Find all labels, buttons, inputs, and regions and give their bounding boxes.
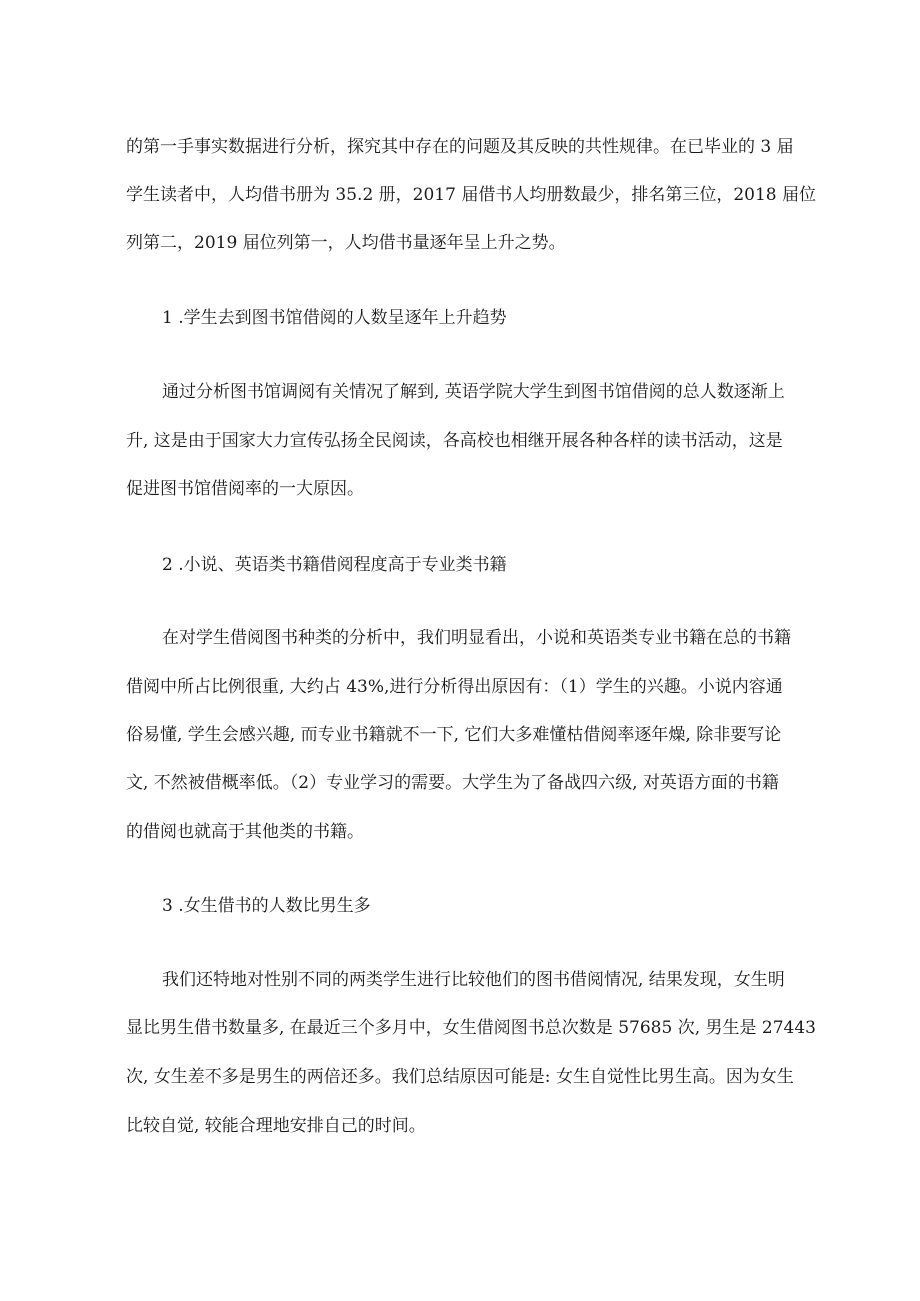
section-3-line-3: 次, 女生差不多是男生的两倍还多。我们总结原因可能是: 女生自觉性比男生高。因为女生 (126, 1067, 794, 1087)
intro-line-1: 的第一手事实数据进行分析，探究其中存在的问题及其反映的共性规律。在已毕业的 3 届 (126, 137, 794, 157)
section-3-line-4: 比较自觉, 较能合理地安排自己的时间。 (126, 1116, 426, 1136)
section-2-line-3: 俗易懂, 学生会感兴趣, 而专业书籍就不一下, 它们大多难懂枯借阅率逐年燥, 除非要写论 (126, 725, 782, 745)
intro-line-3: 列第二，2019 届位列第一，人均借书量逐年呈上升之势。 (126, 233, 566, 253)
section-1-heading: 1 .学生去到图书馆借阅的人数呈逐年上升趋势 (162, 308, 507, 328)
section-1-line-2: 升, 这是由于国家大力宣传弘扬全民阅读，各高校也相继开展各种各样的读书活动，这是 (126, 431, 783, 451)
intro-line-2: 学生读者中，人均借书册为 35.2 册，2017 届借书人均册数最少，排名第三位，2018 届位 (126, 185, 816, 205)
section-2-line-2: 借阅中所占比例很重, 大约占 43%,进行分析得出原因有：（1）学生的兴趣。小说内容通 (126, 677, 783, 697)
section-3-heading: 3 .女生借书的人数比男生多 (162, 896, 371, 916)
section-3-line-1: 我们还特地对性别不同的两类学生进行比较他们的图书借阅情况, 结果发现，女生明 (162, 970, 785, 990)
section-1-line-3: 促进图书馆借阅率的一大原因。 (126, 479, 364, 499)
section-3-line-2: 显比男生借书数量多, 在最近三个多月中，女生借阅图书总次数是 57685 次, 男生是 27443 (126, 1018, 816, 1038)
section-1-line-1: 通过分析图书馆调阅有关情况了解到, 英语学院大学生到图书馆借阅的总人数逐渐上 (162, 382, 785, 402)
section-2-line-5: 的借阅也就高于其他类的书籍。 (126, 822, 364, 842)
section-2-heading: 2 .小说、英语类书籍借阅程度高于专业类书籍 (162, 555, 507, 575)
section-2-line-1: 在对学生借阅图书种类的分析中，我们明显看出，小说和英语类专业书籍在总的书籍 (162, 628, 791, 648)
section-2-line-4: 文, 不然被借概率低。（2）专业学习的需要。大学生为了备战四六级, 对英语方面的书籍 (126, 773, 779, 793)
